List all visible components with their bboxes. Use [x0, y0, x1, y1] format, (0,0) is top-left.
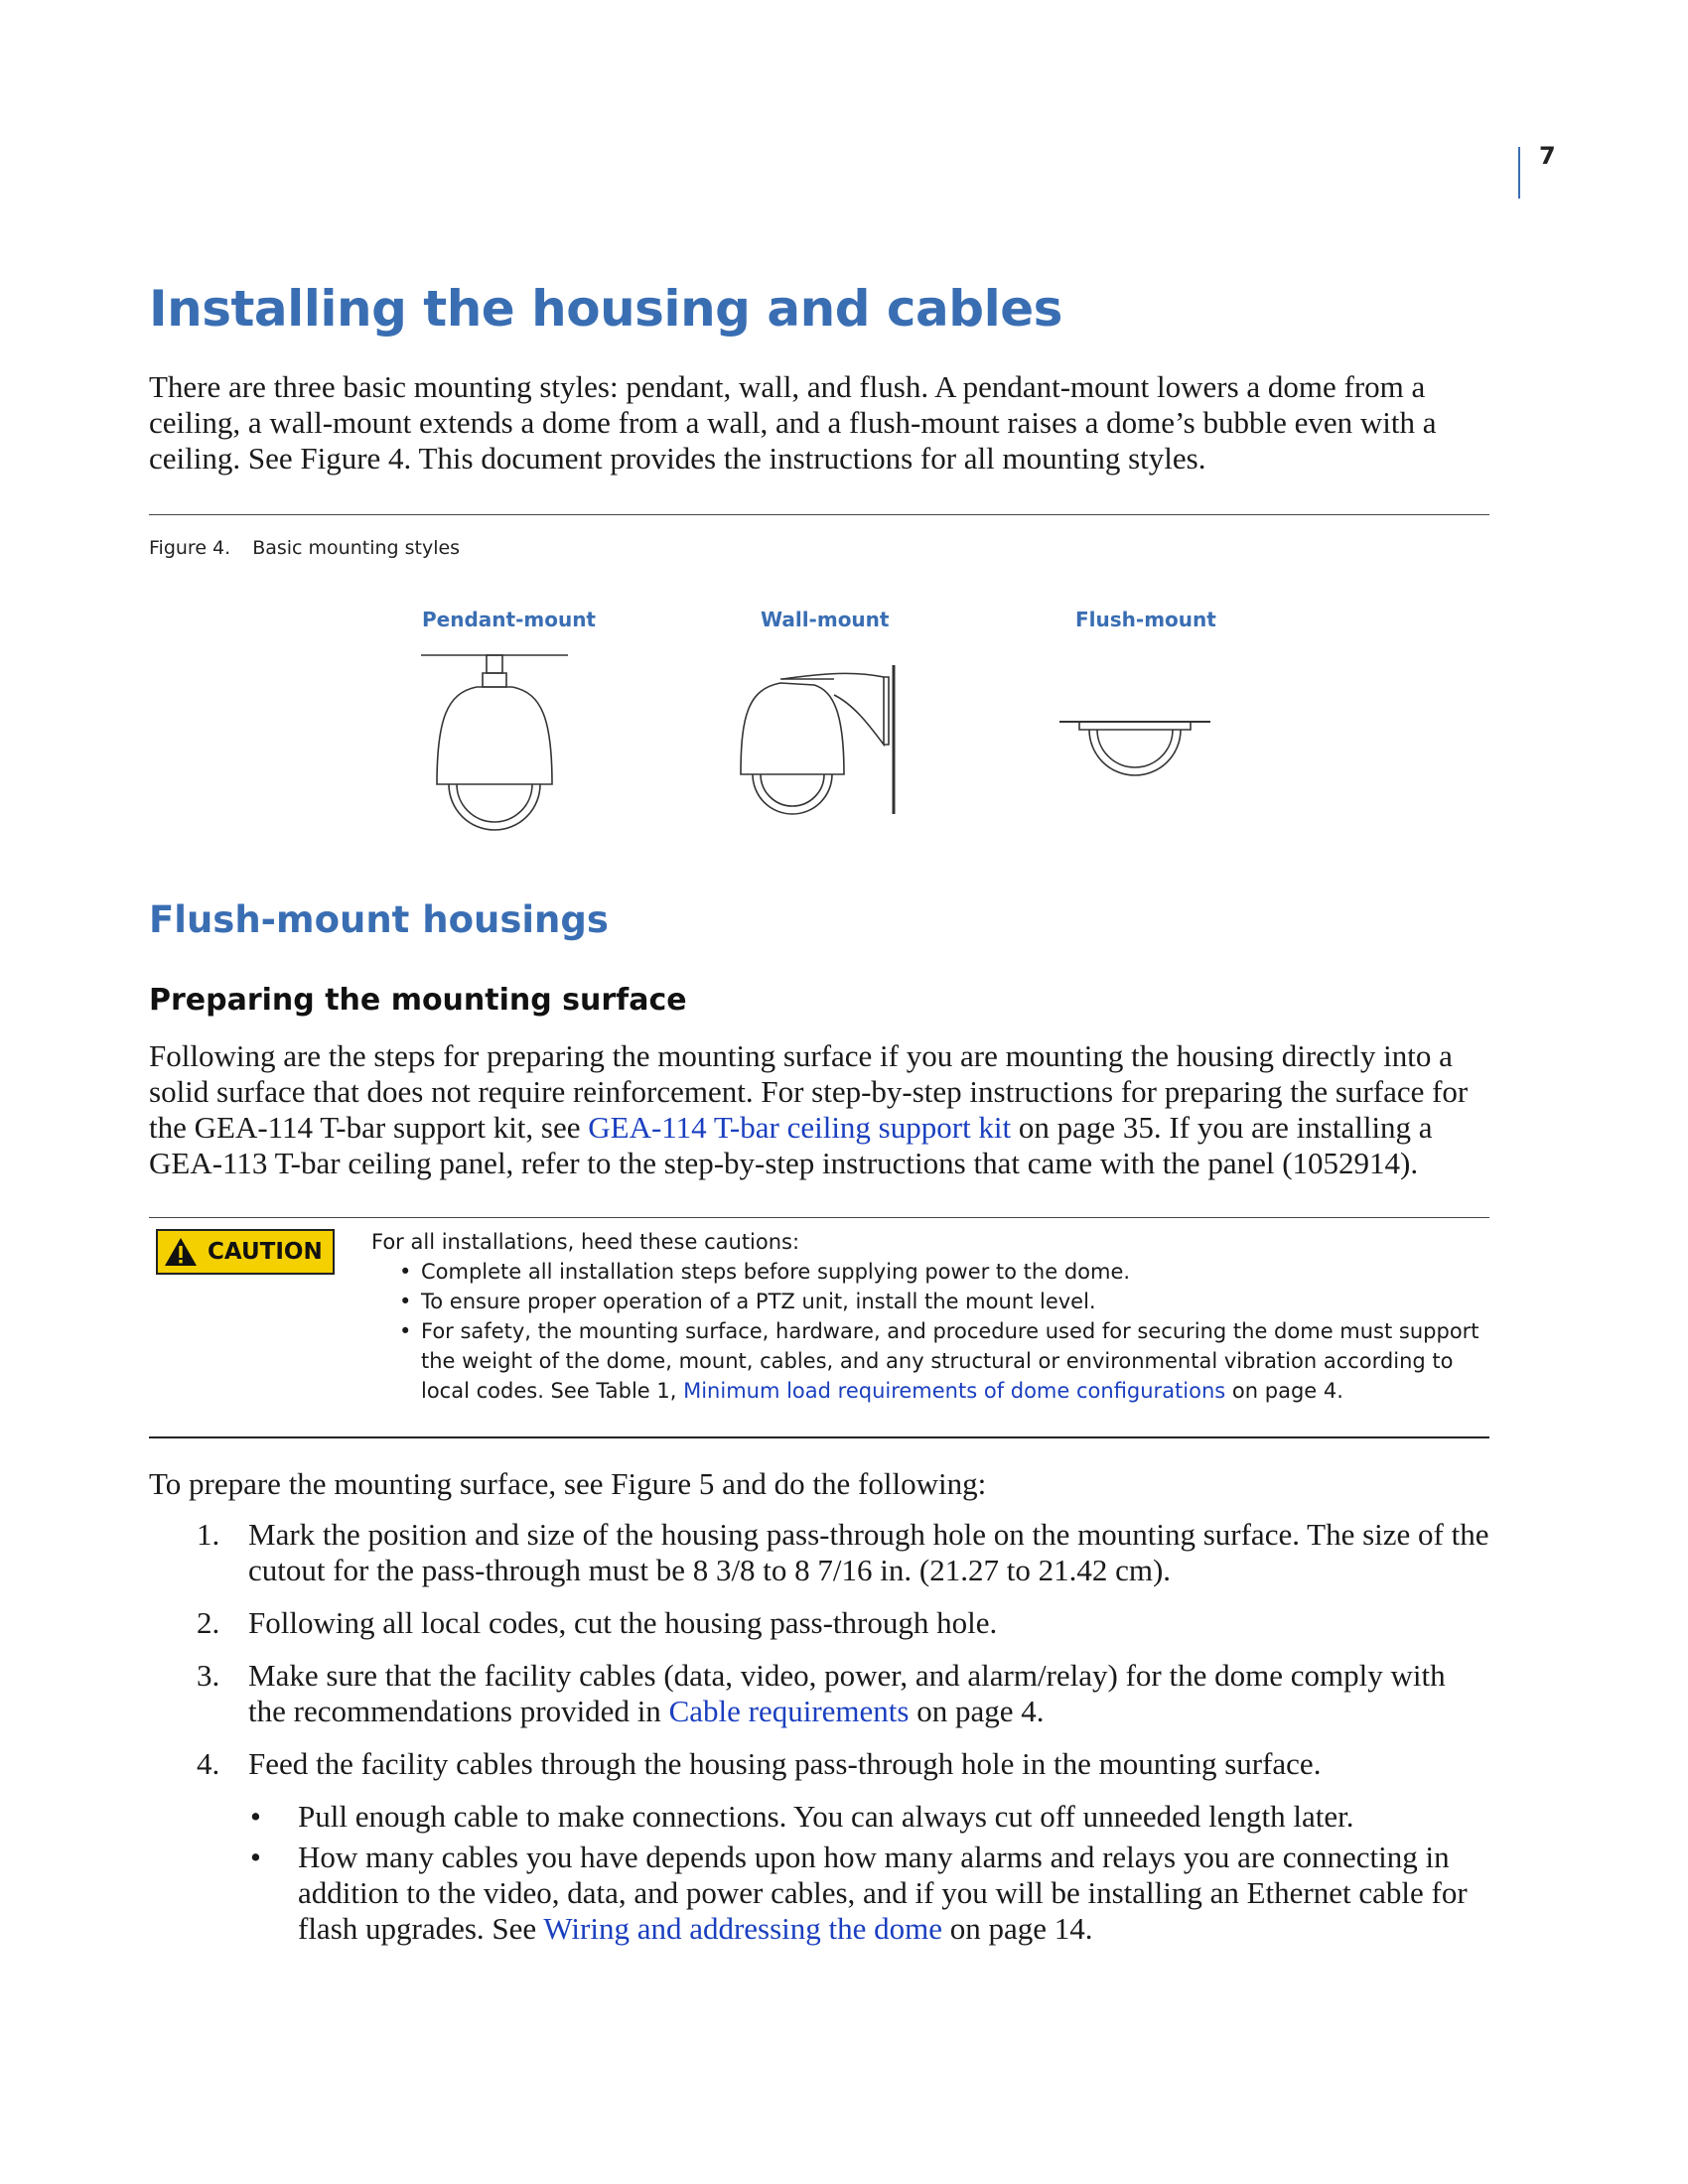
minimum-load-requirements-link[interactable]: Minimum load requirements of dome configurations	[683, 1379, 1226, 1403]
step-text: Make sure that the facility cables (data, video, power, and alarm/relay) for the dome comply with the recommendations provided in	[248, 1658, 1446, 1728]
step-text: Feed the facility cables through the housing pass-through hole in the mounting surface.	[248, 1746, 1322, 1781]
caution-list	[371, 1257, 1483, 1406]
figure-number: Figure 4.	[149, 537, 231, 559]
step-text: Mark the position and size of the housing pass-through hole on the mounting surface. The size of the cutout for the pass-through must be 8 3/8 to 8 7/16 in. (21.27 to 21.42 cm).	[248, 1517, 1489, 1587]
step-item	[149, 1605, 1489, 1641]
sub-bullet-text: on page 14.	[942, 1911, 1093, 1946]
pendant-mount-label: Pendant-mount	[422, 608, 596, 631]
caution-body	[371, 1227, 1483, 1406]
step-number: 4.	[197, 1746, 220, 1781]
prepare-intro: To prepare the mounting surface, see Figure 5 and do the following:	[149, 1466, 987, 1501]
sub-bullet-text: How many cables you have depends upon how many alarms and relays you are connecting in addition to the video, data, and power cables, and if you will be installing an Ethernet cable for flash upgrades. See	[298, 1840, 1468, 1946]
step-item	[149, 1517, 1489, 1588]
caution-item-text: For safety, the mounting surface, hardware, and procedure used for securing the dome must support the weight of the dome, mount, cables, and any structural or environmental vibration according to local codes. See Table 1,	[421, 1319, 1479, 1403]
figure-caption-text: Basic mounting styles	[252, 537, 461, 559]
pendant-mount-drawing	[417, 645, 576, 844]
subsection-title: Preparing the mounting surface	[149, 983, 687, 1018]
sub-bullet-item	[248, 1799, 1489, 1835]
wiring-and-addressing-link[interactable]: Wiring and addressing the dome	[543, 1911, 943, 1946]
bullet-marker: •	[399, 1290, 412, 1313]
figure-top-rule	[149, 514, 1489, 515]
page-number: 7	[1539, 142, 1556, 170]
cable-requirements-link[interactable]: Cable requirements	[668, 1694, 910, 1728]
step-number: 1.	[197, 1517, 220, 1552]
caution-badge	[156, 1229, 335, 1275]
bullet-marker: •	[250, 1799, 261, 1834]
wall-mount-label: Wall-mount	[761, 608, 890, 631]
section-title: Flush-mount housings	[149, 898, 609, 941]
bullet-marker: •	[399, 1260, 412, 1284]
caution-bottom-rule	[149, 1436, 1489, 1438]
step-number: 2.	[197, 1605, 220, 1640]
steps-list	[149, 1517, 1489, 1964]
step-item	[149, 1746, 1489, 1947]
preparing-text-1: Following are the steps for preparing the mounting surface if you are mounting the housing directly into a solid surface that does not require reinforcement. For step-by-step instructions for preparing the surface for the GEA-114 T-bar support kit, see	[149, 1038, 1469, 1145]
caution-top-rule	[149, 1217, 1489, 1218]
step-item	[149, 1658, 1489, 1729]
intro-paragraph: There are three basic mounting styles: pendant, wall, and flush. A pendant-mount lowers a dome from a ceiling, a wall-mount extends a dome from a wall, and a flush-mount raises a dome’s bubble even with a ceiling. See Figure 4. This document provides the instructions for all mounting styles.	[149, 369, 1437, 476]
sub-bullet-text: Pull enough cable to make connections. You can always cut off unneeded length later.	[298, 1799, 1354, 1834]
warning-triangle-icon	[158, 1231, 204, 1273]
gea-114-support-kit-link[interactable]: GEA-114 T-bar ceiling support kit	[588, 1110, 1012, 1145]
step-sub-list	[248, 1799, 1489, 1947]
wall-mount-drawing	[735, 665, 904, 824]
caution-item	[371, 1287, 1483, 1316]
caution-item-text: Complete all installation steps before supplying power to the dome.	[421, 1260, 1131, 1284]
bullet-marker: •	[250, 1840, 261, 1874]
preparing-paragraph	[149, 1038, 1489, 1181]
figure-caption	[149, 537, 460, 559]
step-text: Following all local codes, cut the housing pass-through hole.	[248, 1605, 998, 1640]
caution-item-text: on page 4.	[1225, 1379, 1343, 1403]
caution-item-text: To ensure proper operation of a PTZ unit, install the mount level.	[421, 1290, 1096, 1313]
bullet-marker: •	[399, 1319, 412, 1343]
flush-mount-label: Flush-mount	[1075, 608, 1216, 631]
preparing-text-2: on page 35. If you are installing a GEA-113 T-bar ceiling panel, refer to the step-by-step instructions that came with the panel (1052914).	[149, 1110, 1433, 1180]
caution-item	[371, 1257, 1483, 1287]
sub-bullet-item	[248, 1840, 1489, 1947]
page-title: Installing the housing and cables	[149, 280, 1062, 338]
caution-intro: For all installations, heed these cautions:	[371, 1230, 800, 1254]
page-number-divider	[1518, 147, 1520, 199]
flush-mount-drawing	[1057, 710, 1216, 789]
step-text: on page 4.	[909, 1694, 1045, 1728]
caution-item	[371, 1316, 1483, 1406]
caution-label: CAUTION	[208, 1239, 323, 1265]
step-number: 3.	[197, 1658, 220, 1693]
